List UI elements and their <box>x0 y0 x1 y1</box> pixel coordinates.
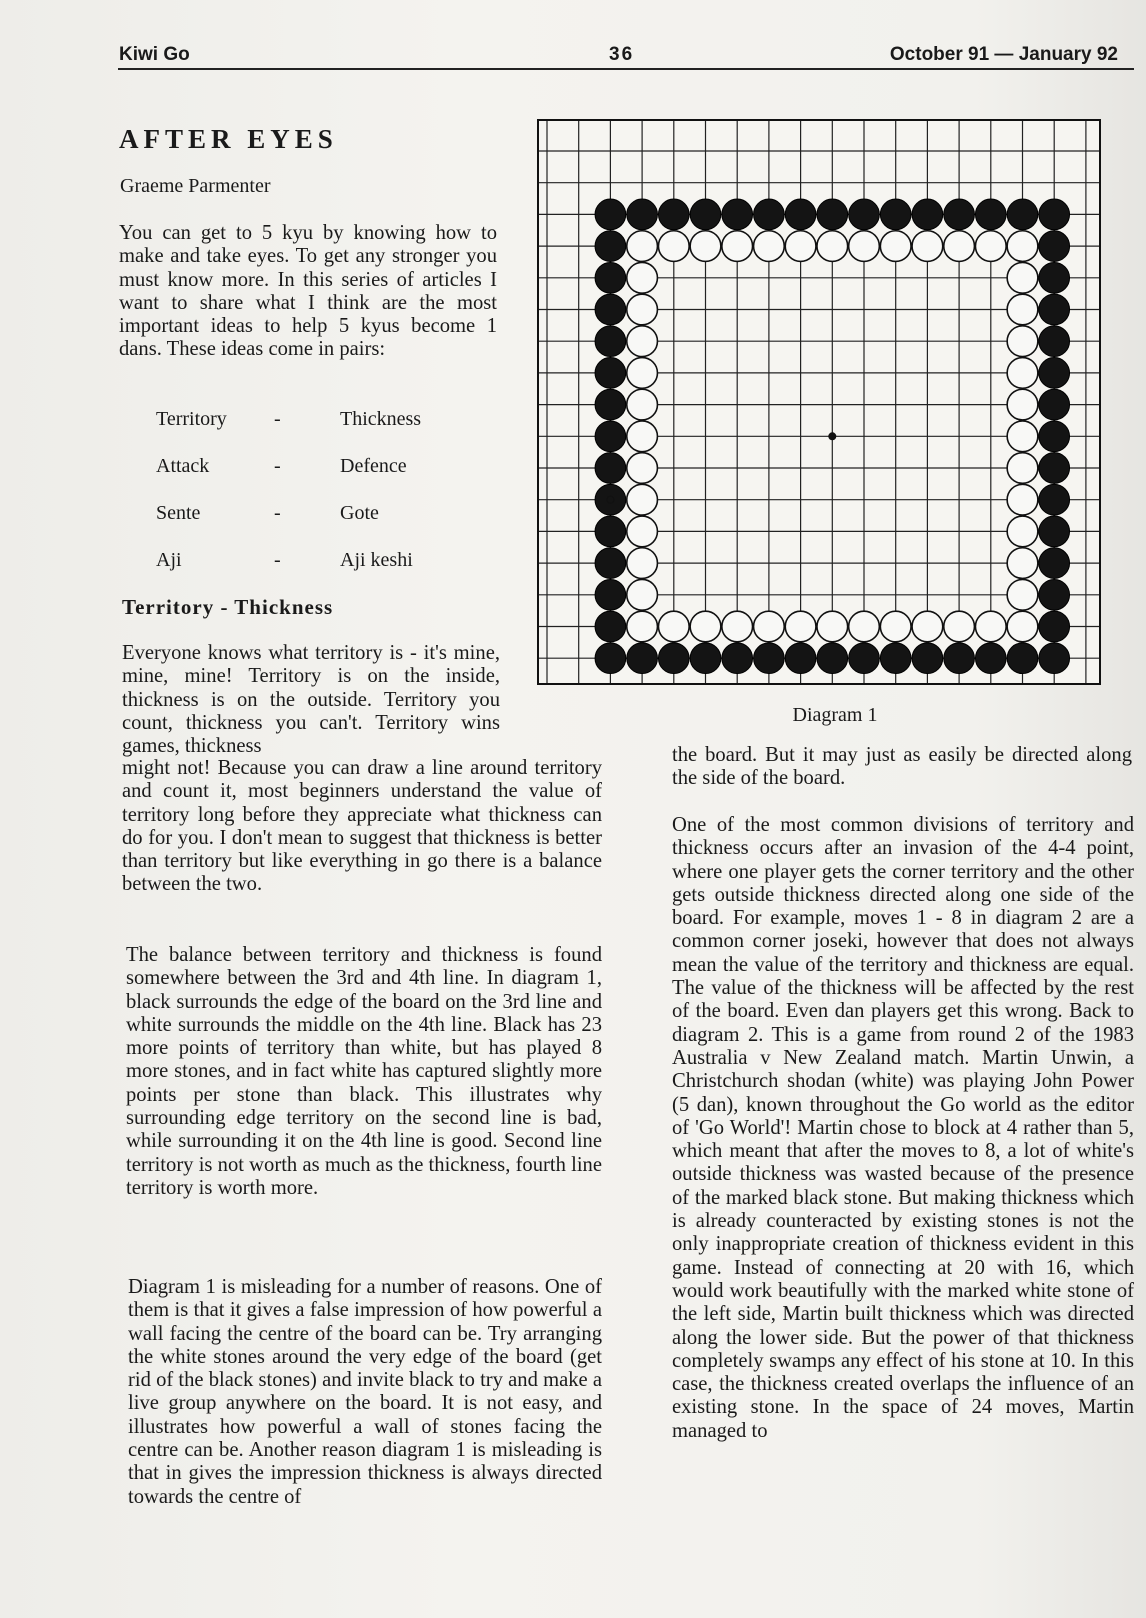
white-stone <box>754 611 785 642</box>
white-stone <box>1007 326 1038 357</box>
black-stone <box>1039 294 1070 325</box>
black-stone <box>754 643 785 674</box>
white-stone <box>975 231 1006 262</box>
white-stone <box>975 611 1006 642</box>
pair-dash: - <box>274 502 281 524</box>
white-stone <box>1007 579 1038 610</box>
black-stone <box>849 643 880 674</box>
black-stone <box>627 199 658 230</box>
white-stone <box>722 611 753 642</box>
white-stone <box>627 484 658 515</box>
white-stone <box>754 231 785 262</box>
black-stone <box>1039 579 1070 610</box>
white-stone <box>627 516 658 547</box>
pair-left: Territory <box>156 408 227 430</box>
white-stone <box>627 294 658 325</box>
white-stone <box>1007 611 1038 642</box>
body-paragraph-3: Diagram 1 is misleading for a number of reasons. One of them is that it gives a false impression of how powerful a wall facing the centre of the board can be. Try arranging the white stones around the very edge of the board (get rid of the black stones) and invite black to try and make a live group anywhere on the board. It is not easy, and illustrates how powerful a wall of stones facing the centre can be. Another reason diagram 1 is misleading is that in gives the impression thickness is always directed towards the centre of <box>128 1276 602 1508</box>
pair-right: Defence <box>340 455 407 477</box>
black-stone <box>1007 643 1038 674</box>
white-stone <box>785 611 816 642</box>
white-stone <box>627 611 658 642</box>
white-stone <box>785 231 816 262</box>
header-magazine-name: Kiwi Go <box>119 44 190 65</box>
go-board-svg <box>539 121 1099 683</box>
black-stone <box>975 199 1006 230</box>
white-stone <box>627 389 658 420</box>
article-title: AFTER EYES <box>119 124 338 154</box>
body-paragraph-4: the board. But it may just as easily be directed along the side of the board. <box>672 744 1132 790</box>
pair-dash: - <box>274 549 281 571</box>
white-stone <box>849 231 880 262</box>
white-stone <box>627 548 658 579</box>
white-stone <box>912 231 943 262</box>
white-stone <box>849 611 880 642</box>
black-stone <box>817 643 848 674</box>
black-stone <box>1039 548 1070 579</box>
white-stone <box>627 326 658 357</box>
white-stone <box>912 611 943 642</box>
white-stone <box>1007 421 1038 452</box>
concept-pair <box>156 502 486 549</box>
black-stone <box>595 453 626 484</box>
concept-pairs <box>156 408 486 596</box>
black-stone <box>1039 199 1070 230</box>
white-stone <box>1007 231 1038 262</box>
white-stone <box>1007 548 1038 579</box>
white-stone <box>627 579 658 610</box>
black-stone <box>722 199 753 230</box>
intro-paragraph: You can get to 5 kyu by knowing how to make and take eyes. To get any stronger you must know more. In this series of articles I want to share what I think are the most important ideas to help 5 kyus become 1 dans. These ideas come in pairs: <box>119 222 497 361</box>
black-stone <box>1007 199 1038 230</box>
black-stone <box>944 199 975 230</box>
concept-pair <box>156 455 486 502</box>
black-stone <box>658 643 689 674</box>
white-stone <box>1007 453 1038 484</box>
black-stone <box>944 643 975 674</box>
article-author: Graeme Parmenter <box>120 175 271 197</box>
pair-right: Gote <box>340 502 379 524</box>
white-stone <box>1007 358 1038 389</box>
black-stone <box>785 643 816 674</box>
black-stone <box>1039 643 1070 674</box>
white-stone <box>1007 484 1038 515</box>
white-stone <box>627 231 658 262</box>
white-stone <box>1007 516 1038 547</box>
white-stone <box>1007 262 1038 293</box>
black-stone <box>880 643 911 674</box>
black-stone <box>1039 389 1070 420</box>
black-stone <box>595 199 626 230</box>
white-stone <box>627 421 658 452</box>
white-stone <box>880 611 911 642</box>
black-stone <box>1039 453 1070 484</box>
black-stone <box>754 199 785 230</box>
black-stone <box>912 199 943 230</box>
black-stone <box>595 262 626 293</box>
black-stone <box>1039 231 1070 262</box>
black-stone <box>595 548 626 579</box>
black-stone <box>595 421 626 452</box>
black-stone <box>1039 421 1070 452</box>
star-point <box>828 432 836 440</box>
black-stone <box>595 516 626 547</box>
body-paragraph-5: One of the most common divisions of territory and thickness occurs after an invasion of the 4-4 point, where one player gets the corner territory and the other gets outside thickness directed along one side of the board. For example, moves 1 - 8 in diagram 2 are a common corner joseki, however that does not always mean the value of the territory and thickness are equal. The value of the thickness will be affected by the rest of the board. Even dan players get this wrong. Back to diagram 2. This is a game from round 2 of the 1983 Australia v New Zealand match. Martin Unwin, a Christchurch shodan (white) was playing John Power (5 dan), known throughout the Go world as the editor of 'Go World'! Martin chose to block at 4 rather than 5, which meant that after the moves to 8, a lot of white's outside thickness was wasted because of the presence of the marked black stone. But making thickness which is already counteracted by existing stones is not the only inappropriate creation of thickness evident in this game. Instead of connecting at 20 with 16, which would work beautifully with the marked white stone of the left side, Martin built thickness which was directed along the lower side. But the power of that thickness completely swamps any effect of his stone at 10. In this case, the thickness created overlaps the influence of an existing stone. In the space of 24 moves, Martin managed to <box>672 814 1134 1442</box>
black-stone <box>690 199 721 230</box>
black-stone <box>849 199 880 230</box>
black-stone <box>595 389 626 420</box>
black-stone <box>595 579 626 610</box>
white-stone <box>817 231 848 262</box>
diagram-caption: Diagram 1 <box>792 704 878 726</box>
section-heading: Territory - Thickness <box>122 595 334 619</box>
black-stone <box>1039 484 1070 515</box>
white-stone <box>627 453 658 484</box>
pair-dash: - <box>274 408 281 430</box>
white-stone <box>944 231 975 262</box>
black-stone <box>975 643 1006 674</box>
black-stone <box>690 643 721 674</box>
white-stone <box>944 611 975 642</box>
white-stone <box>627 262 658 293</box>
white-stone <box>817 611 848 642</box>
black-stone <box>1039 326 1070 357</box>
black-stone <box>880 199 911 230</box>
pair-dash: - <box>274 455 281 477</box>
white-stone <box>722 231 753 262</box>
header-issue-date: October 91 — January 92 <box>889 44 1118 65</box>
pair-right: Thickness <box>340 408 422 430</box>
black-stone <box>1039 358 1070 389</box>
white-stone <box>690 611 721 642</box>
white-stone <box>690 231 721 262</box>
black-stone <box>722 643 753 674</box>
black-stone <box>912 643 943 674</box>
white-stone <box>880 231 911 262</box>
header-page-number: 36 <box>609 44 635 65</box>
diagram-1-go-board <box>537 119 1101 685</box>
white-stone <box>627 358 658 389</box>
concept-pair <box>156 408 486 455</box>
black-stone <box>595 231 626 262</box>
pair-right: Aji keshi <box>340 549 413 571</box>
header-rule <box>118 68 1134 70</box>
black-stone <box>595 294 626 325</box>
black-stone <box>627 643 658 674</box>
black-stone <box>595 358 626 389</box>
pair-left: Attack <box>156 455 210 477</box>
black-stone <box>785 199 816 230</box>
black-stone <box>595 643 626 674</box>
white-stone <box>1007 389 1038 420</box>
body-paragraph-1b: might not! Because you can draw a line around territory and count it, most beginners understand the value of territory long before they appreciate what thickness can do for you. I don't mean to suggest that thickness is better than territory but like everything in go there is a balance between the two. <box>122 757 602 896</box>
body-paragraph-2: The balance between territory and thickness is found somewhere between the 3rd and 4th line. In diagram 1, black surrounds the edge of the board on the 3rd line and white surrounds the middle on the 4th line. Black has 23 more points of territory than white, but has played 8 more stones, and in fact white has captured slightly more points per stone than black. This illustrates why surrounding edge territory on the second line is bad, while surrounding it on the 4th line is good. Second line territory is not worth as much as the thickness, fourth line territory is worth more. <box>126 944 602 1199</box>
body-paragraph-1a: Everyone knows what territory is - it's mine, mine, mine! Territory is on the inside, thickness is on the outside. Territory you count, thickness you can't. Territory wins games, thickness <box>122 642 500 758</box>
black-stone <box>595 484 626 515</box>
concept-pair <box>156 549 486 596</box>
black-stone <box>595 611 626 642</box>
pair-left: Sente <box>156 502 201 524</box>
black-stone <box>658 199 689 230</box>
black-stone <box>1039 516 1070 547</box>
black-stone <box>595 326 626 357</box>
white-stone <box>658 231 689 262</box>
black-stone <box>817 199 848 230</box>
pair-left: Aji <box>156 549 182 571</box>
white-stone <box>1007 294 1038 325</box>
white-stone <box>658 611 689 642</box>
black-stone <box>1039 611 1070 642</box>
black-stone <box>1039 262 1070 293</box>
